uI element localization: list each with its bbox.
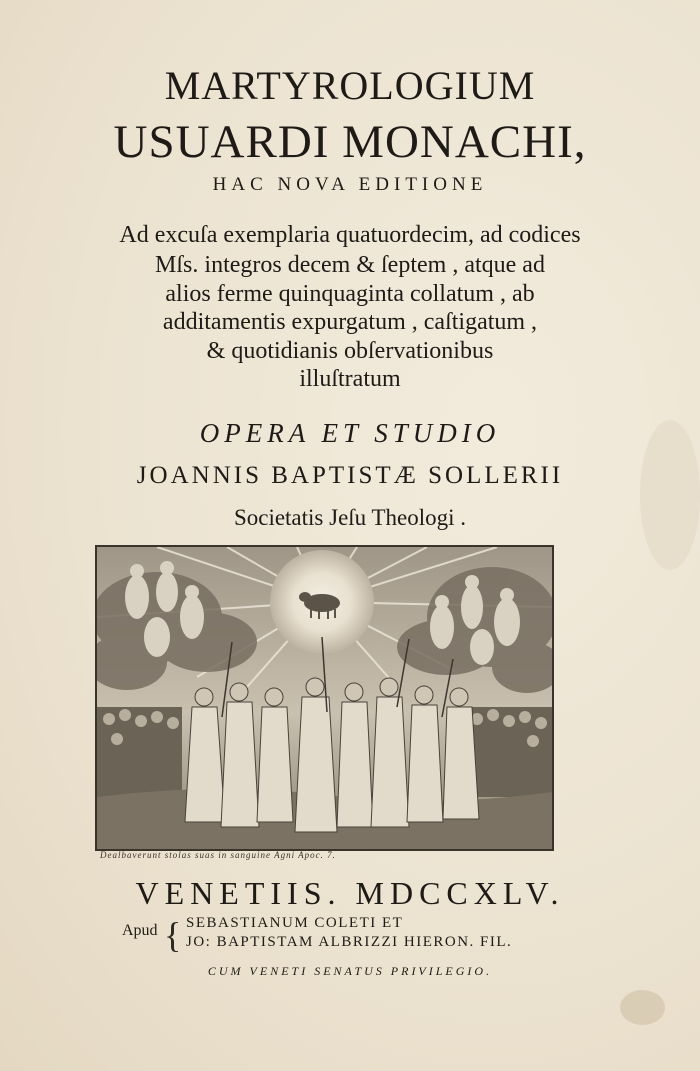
description-line-1: Ad excuſa exemplaria quatuordecim, ad codices xyxy=(119,222,581,248)
privilege-line: CUM VENETI SENATUS PRIVILEGIO. xyxy=(207,964,493,978)
author-role: Societatis Jeſu Theologi . xyxy=(233,505,467,530)
engraving-illustration xyxy=(95,545,554,851)
description-line-3: alios ferme quinquaginta collatum , ab xyxy=(165,281,535,307)
title-line-1: MARTYROLOGIUM xyxy=(164,63,536,108)
brace-symbol: { xyxy=(164,915,182,955)
description-line-4: additamentis expurgatum , caſtigatum , xyxy=(162,309,538,335)
author-name: JOANNIS BAPTISTÆ SOLLERII xyxy=(136,462,564,489)
description-line-5: & quotidianis obſervationibus xyxy=(206,338,494,364)
engraving-svg xyxy=(97,547,552,849)
edition-line: HAC NOVA EDITIONE xyxy=(212,174,488,195)
engraving-caption: Dealbaverunt stolas suas in sanguine Agni Apoc. 7. xyxy=(100,850,336,860)
paper-stain xyxy=(640,420,700,570)
apud-label: Apud xyxy=(122,922,158,939)
description-line-6: illuſtratum xyxy=(299,366,401,392)
paper-stain xyxy=(620,990,665,1025)
printer-line-2: JO: BAPTISTAM ALBRIZZI HIERON. FIL. xyxy=(186,934,513,950)
city-year: VENETIIS. MDCCXLV. xyxy=(135,875,565,911)
description-line-2: Mſs. integros decem & ſeptem , atque ad xyxy=(155,252,545,278)
title-line-2: USUARDI MONACHI, xyxy=(113,116,587,168)
opera-et-studio: OPERA ET STUDIO xyxy=(199,418,501,448)
printer-line-1: SEBASTIANUM COLETI ET xyxy=(186,915,404,931)
